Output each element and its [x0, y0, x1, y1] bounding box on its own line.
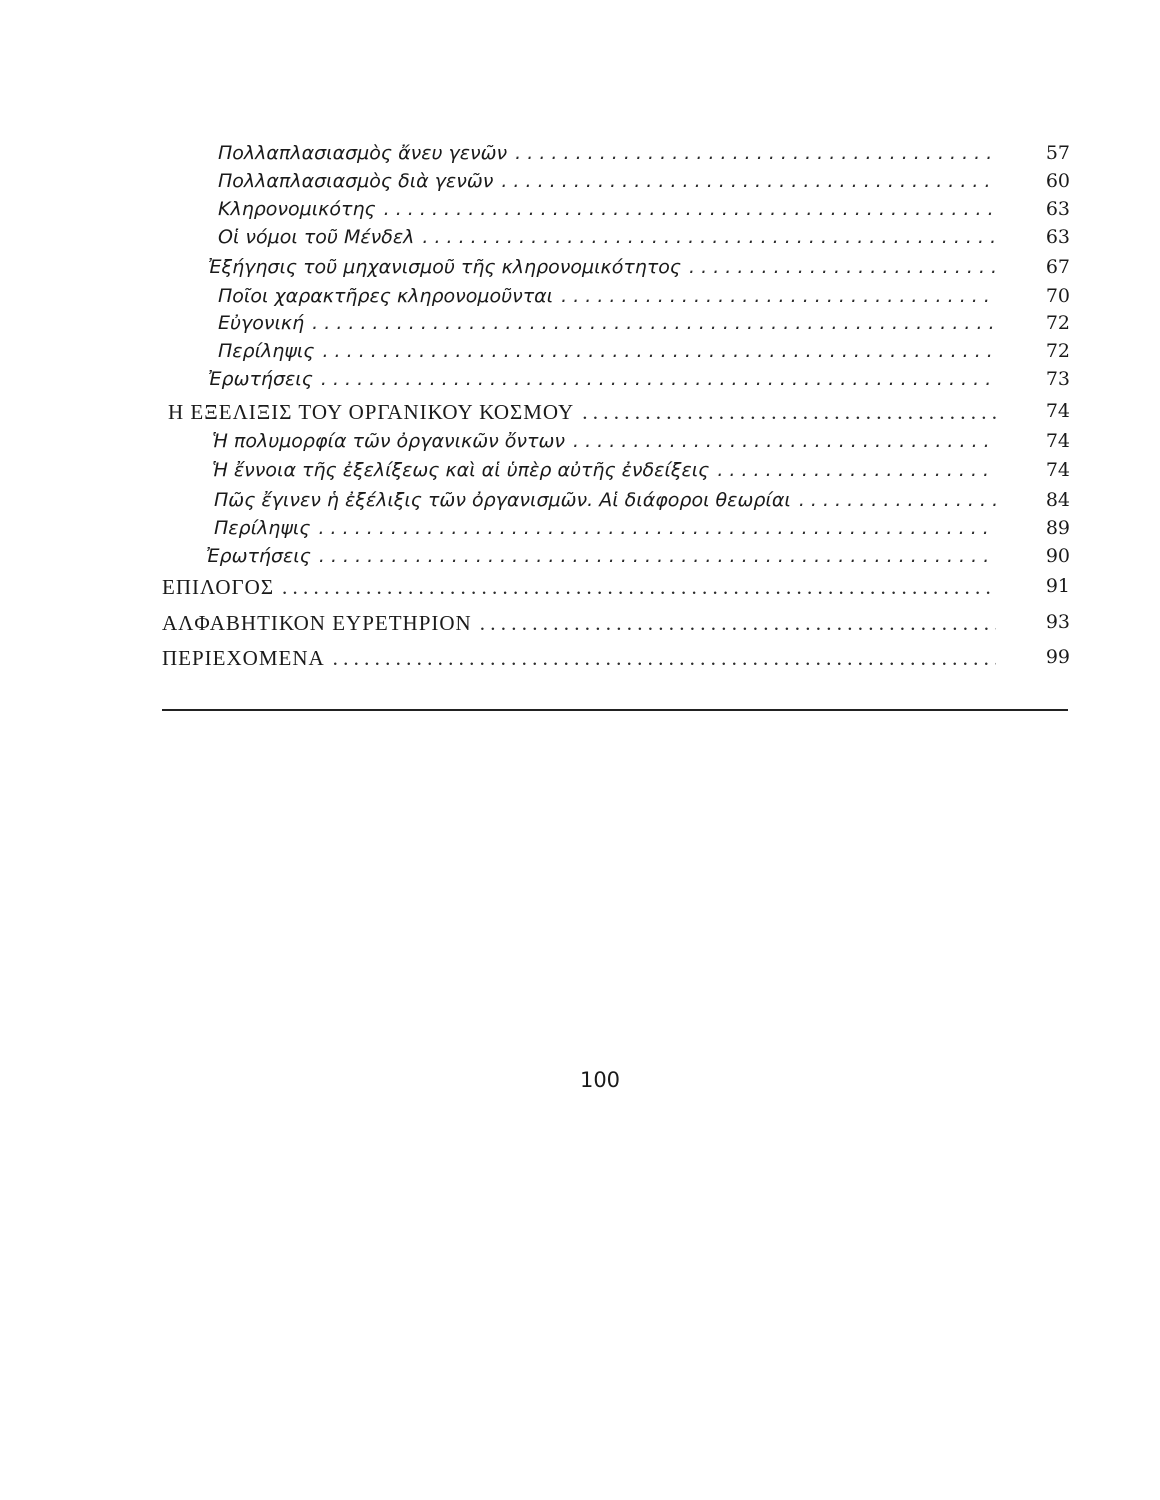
toc-entry — [208, 368, 1070, 390]
toc-entry — [218, 340, 1070, 362]
toc-entry-title: Ἐρωτήσεις — [206, 545, 311, 567]
dot-leader — [319, 545, 996, 567]
toc-entry-page: 57 — [1045, 142, 1070, 164]
dot-leader — [582, 400, 996, 425]
toc-entry-title: Ἐρωτήσεις — [208, 368, 313, 390]
toc-entry — [212, 459, 1070, 481]
toc-entry-page: 74 — [1045, 400, 1070, 422]
toc-entry-title: Ἐξήγησις τοῦ μηχανισμοῦ τῆς κληρονομικότητος — [208, 256, 682, 278]
dot-leader — [322, 340, 996, 362]
dot-leader — [422, 226, 996, 248]
toc-entry-title: Εὐγονική — [218, 312, 305, 334]
toc-entry-page: 72 — [1045, 340, 1070, 362]
toc-entry-page: 74 — [1045, 430, 1070, 452]
page-number: 100 — [579, 1068, 621, 1092]
toc-entry-page: 93 — [1045, 611, 1070, 633]
toc-entry-page: 84 — [1045, 489, 1070, 511]
toc-chapter-title: ΕΠΙΛΟΓΟΣ — [162, 575, 275, 599]
table-of-contents — [0, 0, 1160, 700]
dot-leader — [515, 142, 996, 164]
toc-entry-page: 89 — [1045, 517, 1070, 539]
toc-entry — [206, 545, 1070, 567]
toc-entry — [212, 430, 1070, 452]
dot-leader — [318, 517, 996, 539]
toc-entry — [208, 256, 1070, 278]
toc-entry — [218, 312, 1070, 334]
toc-entry-page: 70 — [1045, 285, 1070, 307]
toc-entry-title: Ποῖοι χαρακτῆρες κληρονομοῦνται — [218, 285, 554, 307]
toc-entry-title: Κληρονομικότης — [218, 198, 376, 220]
toc-entry-page: 72 — [1045, 312, 1070, 334]
horizontal-rule — [162, 709, 1068, 711]
dot-leader — [312, 312, 996, 334]
toc-entry-page: 91 — [1045, 575, 1070, 597]
toc-entry-title: Πολλαπλασιασμὸς διὰ γενῶν — [218, 170, 494, 192]
toc-entry-title: Οἱ νόμοι τοῦ Μένδελ — [218, 226, 415, 248]
dot-leader — [282, 575, 996, 600]
toc-entry — [218, 285, 1070, 307]
toc-entry — [218, 170, 1070, 192]
dot-leader — [573, 430, 996, 452]
toc-entry-title: Πῶς ἔγινεν ἡ ἐξέλιξις τῶν ὀργανισμῶν. Αἱ διάφοροι θεωρίαι — [214, 489, 791, 511]
dot-leader — [799, 489, 996, 511]
dot-leader — [717, 459, 996, 481]
toc-entry — [218, 226, 1070, 248]
toc-entry-page: 73 — [1045, 368, 1070, 390]
toc-chapter-title: Η ΕΞΕΛΙΞΙΣ ΤΟΥ ΟΡΓΑΝΙΚΟΥ ΚΟΣΜΟΥ — [168, 400, 575, 424]
toc-entry-page: 63 — [1045, 198, 1070, 220]
toc-entry-page: 90 — [1045, 545, 1070, 567]
toc-chapter-title: ΠΕΡΙΕΧΟΜΕΝΑ — [162, 646, 325, 670]
toc-entry — [214, 489, 1070, 511]
toc-entry — [218, 198, 1070, 220]
toc-entry-page: 99 — [1045, 646, 1070, 668]
dot-leader — [384, 198, 996, 220]
toc-entry-title: Περίληψις — [214, 517, 311, 539]
toc-entry-title: Ἡ ἔννοια τῆς ἐξελίξεως καὶ αἱ ὑπὲρ αὐτῆς ἐνδείξεις — [212, 459, 710, 481]
toc-entry-page: 67 — [1045, 256, 1070, 278]
toc-entry-page: 60 — [1045, 170, 1070, 192]
toc-entry-page: 74 — [1045, 459, 1070, 481]
toc-chapter — [162, 575, 1070, 600]
dot-leader — [561, 285, 996, 307]
toc-entry — [218, 142, 1070, 164]
toc-entry-title: Πολλαπλασιασμὸς ἄνευ γενῶν — [218, 142, 508, 164]
toc-chapter — [168, 400, 1070, 425]
dot-leader — [501, 170, 996, 192]
toc-entry — [214, 517, 1070, 539]
dot-leader — [333, 646, 996, 671]
toc-entry-title: Ἡ πολυμορφία τῶν ὀργανικῶν ὄντων — [212, 430, 565, 452]
dot-leader — [689, 256, 996, 278]
dot-leader — [480, 611, 996, 636]
toc-entry-title: Περίληψις — [218, 340, 315, 362]
toc-chapter — [162, 646, 1070, 671]
dot-leader — [321, 368, 996, 390]
toc-entry-page: 63 — [1045, 226, 1070, 248]
toc-chapter-title: ΑΛΦΑΒΗΤΙΚΟΝ ΕΥΡΕΤΗΡΙΟΝ — [162, 611, 472, 635]
toc-chapter — [162, 611, 1070, 636]
